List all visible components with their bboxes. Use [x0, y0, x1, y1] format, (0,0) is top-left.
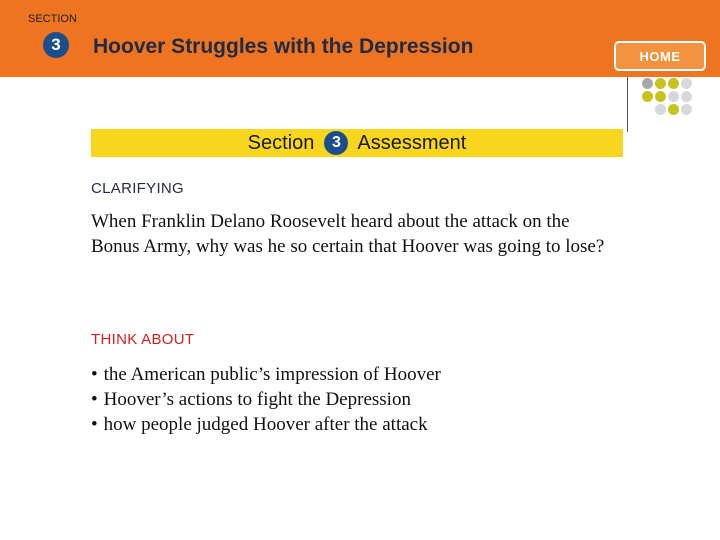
decorative-dot [655, 91, 666, 102]
decorative-dot [681, 104, 692, 115]
assessment-prefix: Section [247, 131, 315, 154]
decorative-dot [642, 91, 653, 102]
list-item: • how people judged Hoover after the attack [91, 412, 441, 437]
think-about-list [91, 362, 441, 437]
section-number-badge: 3 [43, 32, 69, 58]
decorative-dot [655, 104, 666, 115]
decorative-dot [655, 78, 666, 89]
decorative-dot [681, 91, 692, 102]
decorative-dot [668, 91, 679, 102]
section-header [0, 0, 720, 77]
section-label: SECTION [28, 13, 77, 25]
decorative-dot [668, 78, 679, 89]
list-item: • the American public’s impression of Hoover [91, 362, 441, 387]
home-button[interactable]: HOME [614, 41, 706, 71]
page-title: Hoover Struggles with the Depression [93, 35, 474, 58]
decorative-dot [681, 78, 692, 89]
clarifying-heading: CLARIFYING [91, 180, 185, 197]
assessment-suffix: Assessment [357, 131, 467, 154]
divider-line [627, 77, 628, 132]
decorative-dot [642, 78, 653, 89]
clarifying-question: When Franklin Delano Roosevelt heard about the attack on the Bonus Army, why was he so certain that Hoover was going to lose? [91, 211, 605, 257]
assessment-bar [91, 129, 623, 157]
list-item: • Hoover’s actions to fight the Depression [91, 387, 441, 412]
assessment-number-badge: 3 [324, 131, 348, 155]
think-about-heading: THINK ABOUT [91, 331, 195, 348]
decorative-dot [668, 104, 679, 115]
